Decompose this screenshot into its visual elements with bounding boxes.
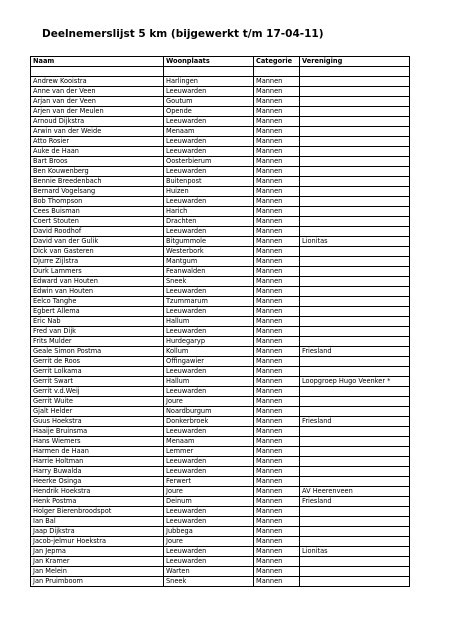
cell-naam: Arwin van der Weide	[31, 127, 164, 137]
cell-naam: Atto Rosier	[31, 137, 164, 147]
cell-naam: Coert Stouten	[31, 217, 164, 227]
cell-naam: Jan Melein	[31, 567, 164, 577]
cell-categorie: Mannen	[254, 137, 300, 147]
table-row	[31, 157, 410, 167]
cell-woonplaats: Leeuwarden	[164, 147, 254, 157]
cell-naam: Gerrit Swart	[31, 377, 164, 387]
cell-categorie: Mannen	[254, 327, 300, 337]
cell-woonplaats: Leeuwarden	[164, 557, 254, 567]
cell-vereniging	[300, 447, 410, 457]
cell-vereniging	[300, 317, 410, 327]
cell-woonplaats: Huizen	[164, 187, 254, 197]
cell-vereniging	[300, 407, 410, 417]
cell-naam: Djurre Zijlstra	[31, 257, 164, 267]
cell-naam: Haaije Bruinsma	[31, 427, 164, 437]
cell-vereniging	[300, 357, 410, 367]
cell-woonplaats: Menaam	[164, 437, 254, 447]
cell-vereniging	[300, 437, 410, 447]
cell-vereniging	[300, 77, 410, 87]
table-row	[31, 417, 410, 427]
cell-naam: Eric Nab	[31, 317, 164, 327]
cell-vereniging	[300, 397, 410, 407]
cell-categorie: Mannen	[254, 307, 300, 317]
cell-woonplaats: Opende	[164, 107, 254, 117]
cell-categorie: Mannen	[254, 167, 300, 177]
cell-naam: Arjan van der Veen	[31, 97, 164, 107]
cell-vereniging	[300, 227, 410, 237]
cell-naam: Jaap Dijkstra	[31, 527, 164, 537]
cell-categorie: Mannen	[254, 227, 300, 237]
table-row	[31, 577, 410, 587]
table-row	[31, 467, 410, 477]
cell-vereniging: Loopgroep Hugo Veenker *	[300, 377, 410, 387]
cell-vereniging	[300, 557, 410, 567]
cell-categorie: Mannen	[254, 97, 300, 107]
cell-naam: Egbert Allema	[31, 307, 164, 317]
cell-vereniging	[300, 97, 410, 107]
cell-categorie: Mannen	[254, 117, 300, 127]
cell-woonplaats: Deinum	[164, 497, 254, 507]
cell-vereniging	[300, 297, 410, 307]
cell-woonplaats: Goutum	[164, 97, 254, 107]
cell-categorie: Mannen	[254, 147, 300, 157]
cell-naam: Gjalt Helder	[31, 407, 164, 417]
cell-woonplaats: Joure	[164, 487, 254, 497]
table-row	[31, 97, 410, 107]
cell-naam: Guus Hoekstra	[31, 417, 164, 427]
table-row	[31, 137, 410, 147]
participants-table	[30, 56, 410, 587]
table-row	[31, 327, 410, 337]
cell-woonplaats: Leeuwarden	[164, 167, 254, 177]
cell-woonplaats: Leeuwarden	[164, 327, 254, 337]
cell-vereniging	[300, 117, 410, 127]
cell-woonplaats: Leeuwarden	[164, 427, 254, 437]
cell-woonplaats: Menaam	[164, 127, 254, 137]
cell-naam: Harrie Holtman	[31, 457, 164, 467]
cell-categorie: Mannen	[254, 377, 300, 387]
cell-categorie: Mannen	[254, 437, 300, 447]
table-row	[31, 557, 410, 567]
cell-categorie: Mannen	[254, 457, 300, 467]
table-row	[31, 407, 410, 417]
cell-vereniging	[300, 367, 410, 377]
cell-woonplaats: Sneek	[164, 577, 254, 587]
cell-vereniging	[300, 507, 410, 517]
cell-naam: Fred van Dijk	[31, 327, 164, 337]
cell-categorie: Mannen	[254, 347, 300, 357]
table-row	[31, 297, 410, 307]
cell-vereniging	[300, 257, 410, 267]
cell-vereniging	[300, 387, 410, 397]
cell-categorie: Mannen	[254, 367, 300, 377]
column-header-woonplaats: Woonplaats	[164, 57, 254, 67]
cell-vereniging	[300, 157, 410, 167]
cell-naam: Arjen van der Meulen	[31, 107, 164, 117]
cell-categorie: Mannen	[254, 567, 300, 577]
cell-woonplaats: Hurdegaryp	[164, 337, 254, 347]
cell-naam: Holger Bierenbroodspot	[31, 507, 164, 517]
table-row	[31, 187, 410, 197]
cell-vereniging: Friesland	[300, 497, 410, 507]
cell-categorie: Mannen	[254, 517, 300, 527]
cell-naam: Gerrit Lolkama	[31, 367, 164, 377]
cell-categorie: Mannen	[254, 187, 300, 197]
cell-woonplaats: Kollum	[164, 347, 254, 357]
cell-categorie: Mannen	[254, 427, 300, 437]
cell-vereniging	[300, 87, 410, 97]
table-row	[31, 367, 410, 377]
table-row	[31, 317, 410, 327]
cell-vereniging	[300, 527, 410, 537]
cell-naam: Arnoud Dijkstra	[31, 117, 164, 127]
table-row	[31, 177, 410, 187]
table-row	[31, 497, 410, 507]
cell-categorie: Mannen	[254, 257, 300, 267]
cell-woonplaats: Feanwalden	[164, 267, 254, 277]
table-row	[31, 257, 410, 267]
cell-vereniging	[300, 197, 410, 207]
table-row	[31, 77, 410, 87]
cell-categorie: Mannen	[254, 207, 300, 217]
cell-woonplaats: Noardburgum	[164, 407, 254, 417]
cell-naam: Harry Buwalda	[31, 467, 164, 477]
cell-vereniging	[300, 127, 410, 137]
column-header-categorie: Categorie	[254, 57, 300, 67]
cell-naam: Dick van Gasteren	[31, 247, 164, 257]
cell-naam: Heerke Osinga	[31, 477, 164, 487]
cell-vereniging	[300, 147, 410, 157]
cell-naam: Jan Kramer	[31, 557, 164, 567]
table-spacer-row	[31, 67, 410, 77]
cell-vereniging	[300, 477, 410, 487]
table-row	[31, 127, 410, 137]
cell-naam: Ben Kouwenberg	[31, 167, 164, 177]
cell-woonplaats: Sneek	[164, 277, 254, 287]
cell-naam: Henk Postma	[31, 497, 164, 507]
cell-vereniging	[300, 537, 410, 547]
cell-categorie: Mannen	[254, 337, 300, 347]
table-row	[31, 267, 410, 277]
table-row	[31, 527, 410, 537]
cell-categorie: Mannen	[254, 507, 300, 517]
cell-vereniging: Lionitas	[300, 547, 410, 557]
cell-categorie: Mannen	[254, 77, 300, 87]
cell-naam: Andrew Kooistra	[31, 77, 164, 87]
cell-woonplaats: Drachten	[164, 217, 254, 227]
cell-woonplaats: Oosterbierum	[164, 157, 254, 167]
cell-vereniging	[300, 307, 410, 317]
table-row	[31, 167, 410, 177]
cell-naam: Hans Wiemers	[31, 437, 164, 447]
cell-vereniging	[300, 577, 410, 587]
cell-naam: Bennie Breedenbach	[31, 177, 164, 187]
table-row	[31, 357, 410, 367]
cell-categorie: Mannen	[254, 447, 300, 457]
cell-vereniging	[300, 207, 410, 217]
cell-naam: Hendrik Hoekstra	[31, 487, 164, 497]
table-row	[31, 217, 410, 227]
cell-categorie: Mannen	[254, 107, 300, 117]
table-row	[31, 537, 410, 547]
table-header-row	[31, 57, 410, 67]
table-row	[31, 487, 410, 497]
cell-categorie: Mannen	[254, 157, 300, 167]
table-row	[31, 567, 410, 577]
cell-categorie: Mannen	[254, 237, 300, 247]
cell-categorie: Mannen	[254, 387, 300, 397]
cell-naam: Edwin van Houten	[31, 287, 164, 297]
cell-woonplaats: Tzummarum	[164, 297, 254, 307]
cell-categorie: Mannen	[254, 287, 300, 297]
table-row	[31, 387, 410, 397]
cell-naam: Anne van der Veen	[31, 87, 164, 97]
cell-categorie: Mannen	[254, 477, 300, 487]
cell-woonplaats: Offingawier	[164, 357, 254, 367]
table-row	[31, 197, 410, 207]
cell-vereniging	[300, 277, 410, 287]
cell-woonplaats: Leeuwarden	[164, 287, 254, 297]
cell-naam: Gerrit v.d.Weij	[31, 387, 164, 397]
cell-naam: Bob Thompson	[31, 197, 164, 207]
cell-categorie: Mannen	[254, 417, 300, 427]
cell-categorie: Mannen	[254, 497, 300, 507]
cell-categorie: Mannen	[254, 197, 300, 207]
cell-categorie: Mannen	[254, 407, 300, 417]
cell-naam: Jacob-jelmur Hoekstra	[31, 537, 164, 547]
cell-categorie: Mannen	[254, 487, 300, 497]
cell-woonplaats: Joure	[164, 537, 254, 547]
cell-categorie: Mannen	[254, 277, 300, 287]
column-header-vereniging: Vereniging	[300, 57, 410, 67]
cell-naam: Eelco Tanghe	[31, 297, 164, 307]
table-row	[31, 87, 410, 97]
cell-woonplaats: Leeuwarden	[164, 507, 254, 517]
cell-woonplaats: Leeuwarden	[164, 87, 254, 97]
table-row	[31, 227, 410, 237]
cell-naam: Gerrit Wuite	[31, 397, 164, 407]
table-row	[31, 427, 410, 437]
cell-vereniging	[300, 107, 410, 117]
table-row	[31, 517, 410, 527]
cell-vereniging	[300, 167, 410, 177]
cell-woonplaats: Hallum	[164, 317, 254, 327]
cell-categorie: Mannen	[254, 527, 300, 537]
cell-categorie: Mannen	[254, 537, 300, 547]
table-row	[31, 377, 410, 387]
cell-woonplaats: Bitgummole	[164, 237, 254, 247]
cell-vereniging	[300, 517, 410, 527]
cell-categorie: Mannen	[254, 397, 300, 407]
cell-naam: Edward van Houten	[31, 277, 164, 287]
cell-vereniging	[300, 457, 410, 467]
cell-vereniging	[300, 187, 410, 197]
cell-categorie: Mannen	[254, 217, 300, 227]
cell-naam: Geale Simon Postma	[31, 347, 164, 357]
cell-woonplaats: Leeuwarden	[164, 467, 254, 477]
cell-vereniging	[300, 567, 410, 577]
cell-vereniging	[300, 217, 410, 227]
cell-woonplaats: Buitenpost	[164, 177, 254, 187]
table-row	[31, 117, 410, 127]
cell-woonplaats: Leeuwarden	[164, 367, 254, 377]
cell-categorie: Mannen	[254, 467, 300, 477]
cell-categorie: Mannen	[254, 317, 300, 327]
cell-woonplaats: Leeuwarden	[164, 137, 254, 147]
cell-woonplaats: Leeuwarden	[164, 457, 254, 467]
cell-woonplaats: Lemmer	[164, 447, 254, 457]
table-row	[31, 207, 410, 217]
cell-categorie: Mannen	[254, 357, 300, 367]
table-row	[31, 337, 410, 347]
table-row	[31, 447, 410, 457]
cell-categorie: Mannen	[254, 247, 300, 257]
cell-vereniging	[300, 247, 410, 257]
table-row	[31, 287, 410, 297]
cell-categorie: Mannen	[254, 87, 300, 97]
cell-woonplaats: Warten	[164, 567, 254, 577]
cell-vereniging	[300, 427, 410, 437]
cell-naam: Bernard Vogelsang	[31, 187, 164, 197]
cell-naam: Harmen de Haan	[31, 447, 164, 457]
table-row	[31, 397, 410, 407]
cell-categorie: Mannen	[254, 577, 300, 587]
cell-woonplaats: Leeuwarden	[164, 387, 254, 397]
cell-naam: Auke de Haan	[31, 147, 164, 157]
table-body	[31, 67, 410, 587]
cell-vereniging: AV Heerenveen	[300, 487, 410, 497]
cell-categorie: Mannen	[254, 557, 300, 567]
cell-vereniging	[300, 287, 410, 297]
cell-naam: Jan Pruimboom	[31, 577, 164, 587]
cell-vereniging: Lionitas	[300, 237, 410, 247]
table-row	[31, 107, 410, 117]
cell-categorie: Mannen	[254, 127, 300, 137]
cell-categorie: Mannen	[254, 297, 300, 307]
cell-woonplaats: Harlingen	[164, 77, 254, 87]
column-header-naam: Naam	[31, 57, 164, 67]
cell-naam: Gerrit de Roos	[31, 357, 164, 367]
cell-naam: Frits Mulder	[31, 337, 164, 347]
table-row	[31, 457, 410, 467]
cell-vereniging: Friesland	[300, 417, 410, 427]
cell-naam: David van der Gulik	[31, 237, 164, 247]
cell-naam: Cees Buisman	[31, 207, 164, 217]
cell-naam: Ian Bal	[31, 517, 164, 527]
cell-vereniging	[300, 137, 410, 147]
cell-vereniging	[300, 337, 410, 347]
cell-woonplaats: Leeuwarden	[164, 517, 254, 527]
table-row	[31, 477, 410, 487]
cell-vereniging	[300, 267, 410, 277]
cell-naam: Bart Broos	[31, 157, 164, 167]
table-row	[31, 437, 410, 447]
cell-woonplaats: Harich	[164, 207, 254, 217]
table-row	[31, 277, 410, 287]
cell-vereniging	[300, 467, 410, 477]
cell-naam: David Roodhof	[31, 227, 164, 237]
cell-woonplaats: Leeuwarden	[164, 307, 254, 317]
cell-categorie: Mannen	[254, 267, 300, 277]
cell-woonplaats: Leeuwarden	[164, 197, 254, 207]
cell-vereniging	[300, 177, 410, 187]
cell-woonplaats: Leeuwarden	[164, 227, 254, 237]
cell-woonplaats: Mantgum	[164, 257, 254, 267]
cell-vereniging	[300, 327, 410, 337]
cell-woonplaats: Donkerbroek	[164, 417, 254, 427]
cell-woonplaats: Leeuwarden	[164, 117, 254, 127]
cell-categorie: Mannen	[254, 177, 300, 187]
cell-vereniging: Friesland	[300, 347, 410, 357]
table-row	[31, 347, 410, 357]
table-row	[31, 237, 410, 247]
page-title: Deelnemerslijst 5 km (bijgewerkt t/m 17-04-11)	[42, 28, 324, 40]
cell-woonplaats: Joure	[164, 397, 254, 407]
table-row	[31, 507, 410, 517]
table-row	[31, 147, 410, 157]
cell-woonplaats: Hallum	[164, 377, 254, 387]
table-row	[31, 547, 410, 557]
cell-naam: Jan Jepma	[31, 547, 164, 557]
cell-woonplaats: Ferwert	[164, 477, 254, 487]
cell-woonplaats: Jubbega	[164, 527, 254, 537]
table-row	[31, 307, 410, 317]
cell-categorie: Mannen	[254, 547, 300, 557]
cell-naam: Durk Lammers	[31, 267, 164, 277]
cell-woonplaats: Leeuwarden	[164, 547, 254, 557]
cell-woonplaats: Westerbork	[164, 247, 254, 257]
table-row	[31, 247, 410, 257]
